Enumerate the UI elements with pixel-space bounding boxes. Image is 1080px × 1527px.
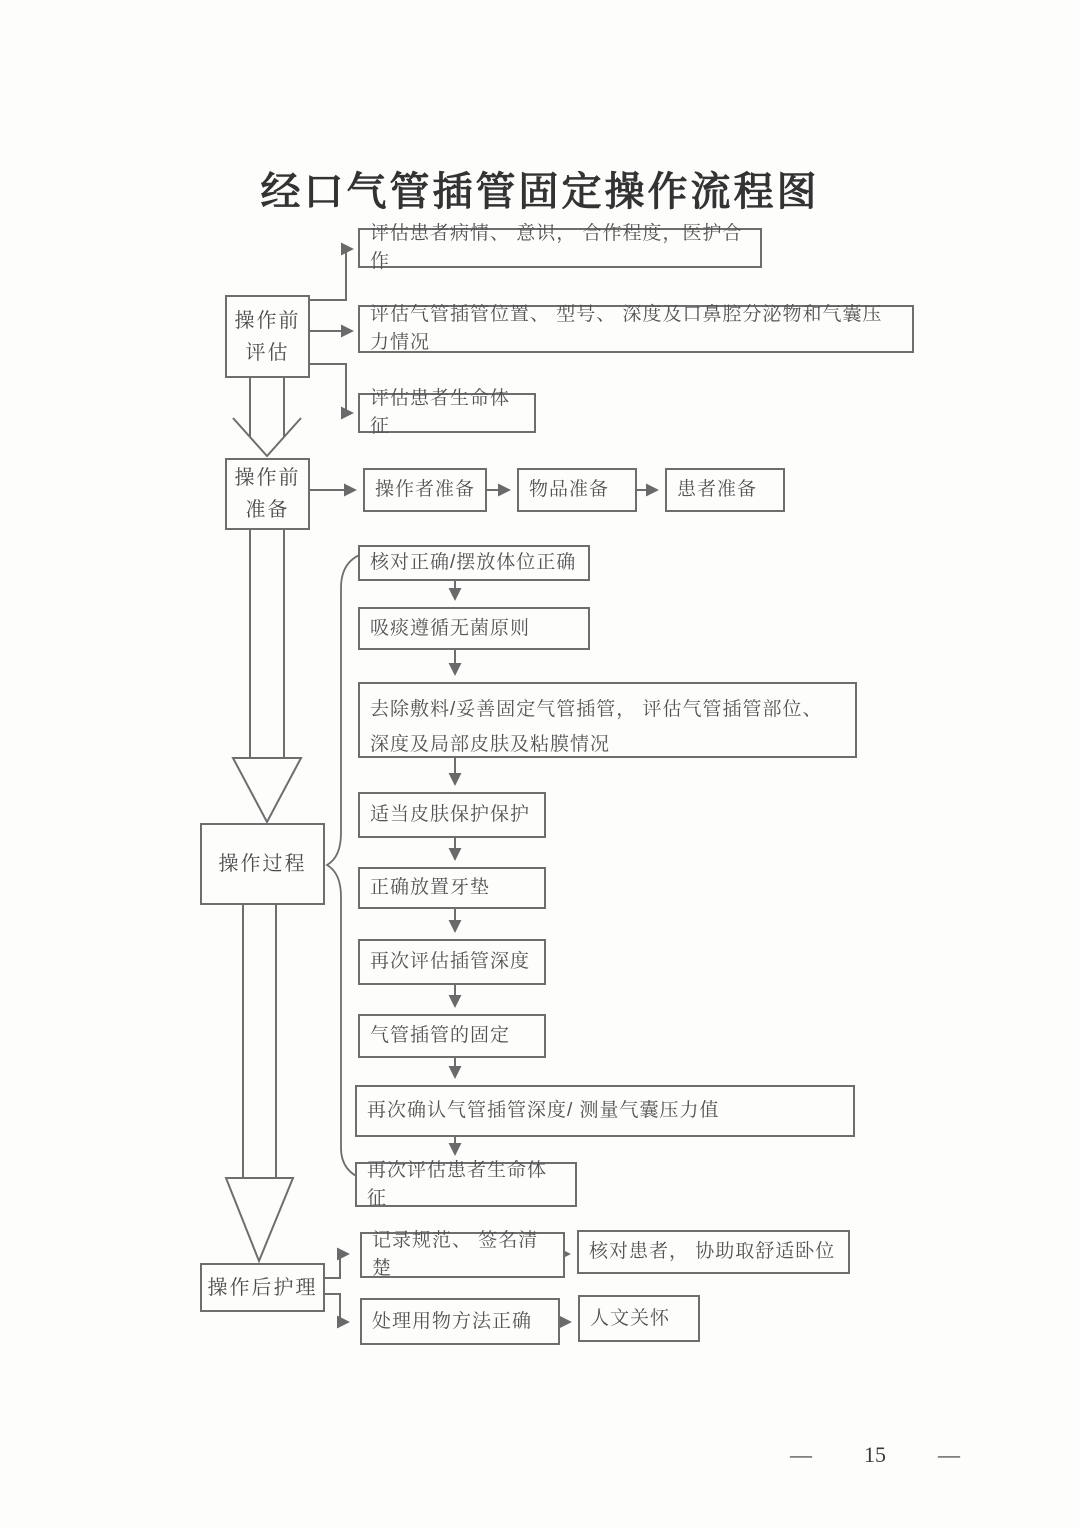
- step-assess-patient-condition: [358, 223, 762, 272]
- step-proc-reassess-vitals: [355, 1159, 577, 1209]
- step-post-comfort-position: [577, 1230, 850, 1274]
- step-proc-reassess-vitals-text: 再次评估患者生命体征: [367, 1159, 548, 1209]
- step-proc-tube-fixation: [358, 1014, 546, 1058]
- big-arrow-3-head: [226, 1178, 293, 1261]
- stage-pre-preparation-line1: 操作前: [234, 467, 301, 489]
- step-post-record-sign: [360, 1232, 565, 1278]
- step-prep-supplies-text: 物品准备: [529, 479, 610, 501]
- connector-assess-condition: [310, 249, 352, 300]
- footer-page-number: 15: [864, 1442, 886, 1467]
- step-proc-tube-fixation-text: 气管插管的固定: [370, 1025, 511, 1047]
- stage-post-care: [200, 1263, 325, 1312]
- step-proc-remove-dressing-text: 去除敷料/妥善固定气管插管， 评估气管插管部位、 深度及局部皮肤及粘膜情况: [370, 699, 823, 756]
- stage-post-care-label: 操作后护理: [207, 1276, 318, 1299]
- step-prep-operator-text: 操作者准备: [375, 479, 476, 501]
- step-proc-verify-position-text: 核对正确/摆放体位正确: [370, 552, 577, 574]
- stage-process-label: 操作过程: [218, 853, 307, 875]
- step-post-comfort-position-text: 核对患者， 协助取舒适卧位: [589, 1241, 836, 1263]
- step-assess-tube-status-text: 评估气管插管位置、 型号、 深度及口鼻腔分泌物和气囊压力情况: [370, 304, 883, 353]
- step-post-humanistic-care: [578, 1295, 700, 1342]
- step-prep-supplies: [517, 468, 637, 512]
- stage-pre-preparation: [225, 458, 310, 530]
- step-proc-suction-aseptic: [358, 607, 590, 650]
- connector-assess-vitals: [310, 364, 352, 413]
- step-post-handle-items: [360, 1298, 560, 1345]
- stage-pre-assessment-line1: 操作前: [234, 309, 301, 332]
- step-assess-tube-status: [358, 305, 914, 353]
- step-post-handle-items-text: 处理用物方法正确: [372, 1310, 533, 1332]
- step-proc-bite-block-text: 正确放置牙垫: [370, 877, 491, 899]
- step-post-record-sign-text: 记录规范、 签名清楚: [372, 1230, 539, 1279]
- big-arrow-2-head: [233, 758, 301, 822]
- page-footer: [790, 1442, 960, 1468]
- stage-pre-preparation-line2: 准备: [245, 499, 290, 521]
- step-proc-bite-block: [358, 867, 546, 909]
- step-prep-patient-text: 患者准备: [677, 479, 758, 501]
- step-prep-operator: [363, 468, 487, 512]
- step-assess-vital-signs: [358, 388, 536, 437]
- step-proc-skin-protection: [358, 792, 546, 838]
- step-proc-reassess-depth-text: 再次评估插管深度: [370, 951, 531, 973]
- footer-dash-right: —: [938, 1442, 960, 1467]
- page-title: 经口气管插管固定操作流程图: [260, 170, 820, 214]
- connector-post-handle: [325, 1294, 348, 1322]
- step-post-humanistic-care-text: 人文关怀: [590, 1307, 671, 1329]
- footer-dash-left: —: [790, 1442, 812, 1467]
- step-proc-confirm-depth-cuff-text: 再次确认气管插管深度/ 测量气囊压力值: [367, 1100, 720, 1122]
- step-assess-vital-signs-text: 评估患者生命体征: [370, 388, 511, 437]
- step-proc-confirm-depth-cuff: [355, 1085, 855, 1137]
- stage-pre-assessment: [225, 295, 310, 378]
- step-proc-verify-position: [358, 545, 590, 581]
- step-proc-reassess-depth: [358, 939, 546, 985]
- big-arrow-1-head: [233, 418, 301, 456]
- step-proc-suction-aseptic-text: 吸痰遵循无菌原则: [370, 617, 531, 639]
- stage-pre-assessment-line2: 评估: [245, 341, 290, 364]
- step-proc-skin-protection-text: 适当皮肤保护保护: [370, 804, 531, 826]
- connector-post-record: [325, 1254, 348, 1278]
- stage-process: [200, 823, 325, 905]
- step-assess-patient-condition-text: 评估患者病情、 意识， 合作程度，医护合作: [370, 223, 743, 272]
- step-prep-patient: [665, 468, 785, 512]
- step-proc-remove-dressing: [358, 682, 857, 758]
